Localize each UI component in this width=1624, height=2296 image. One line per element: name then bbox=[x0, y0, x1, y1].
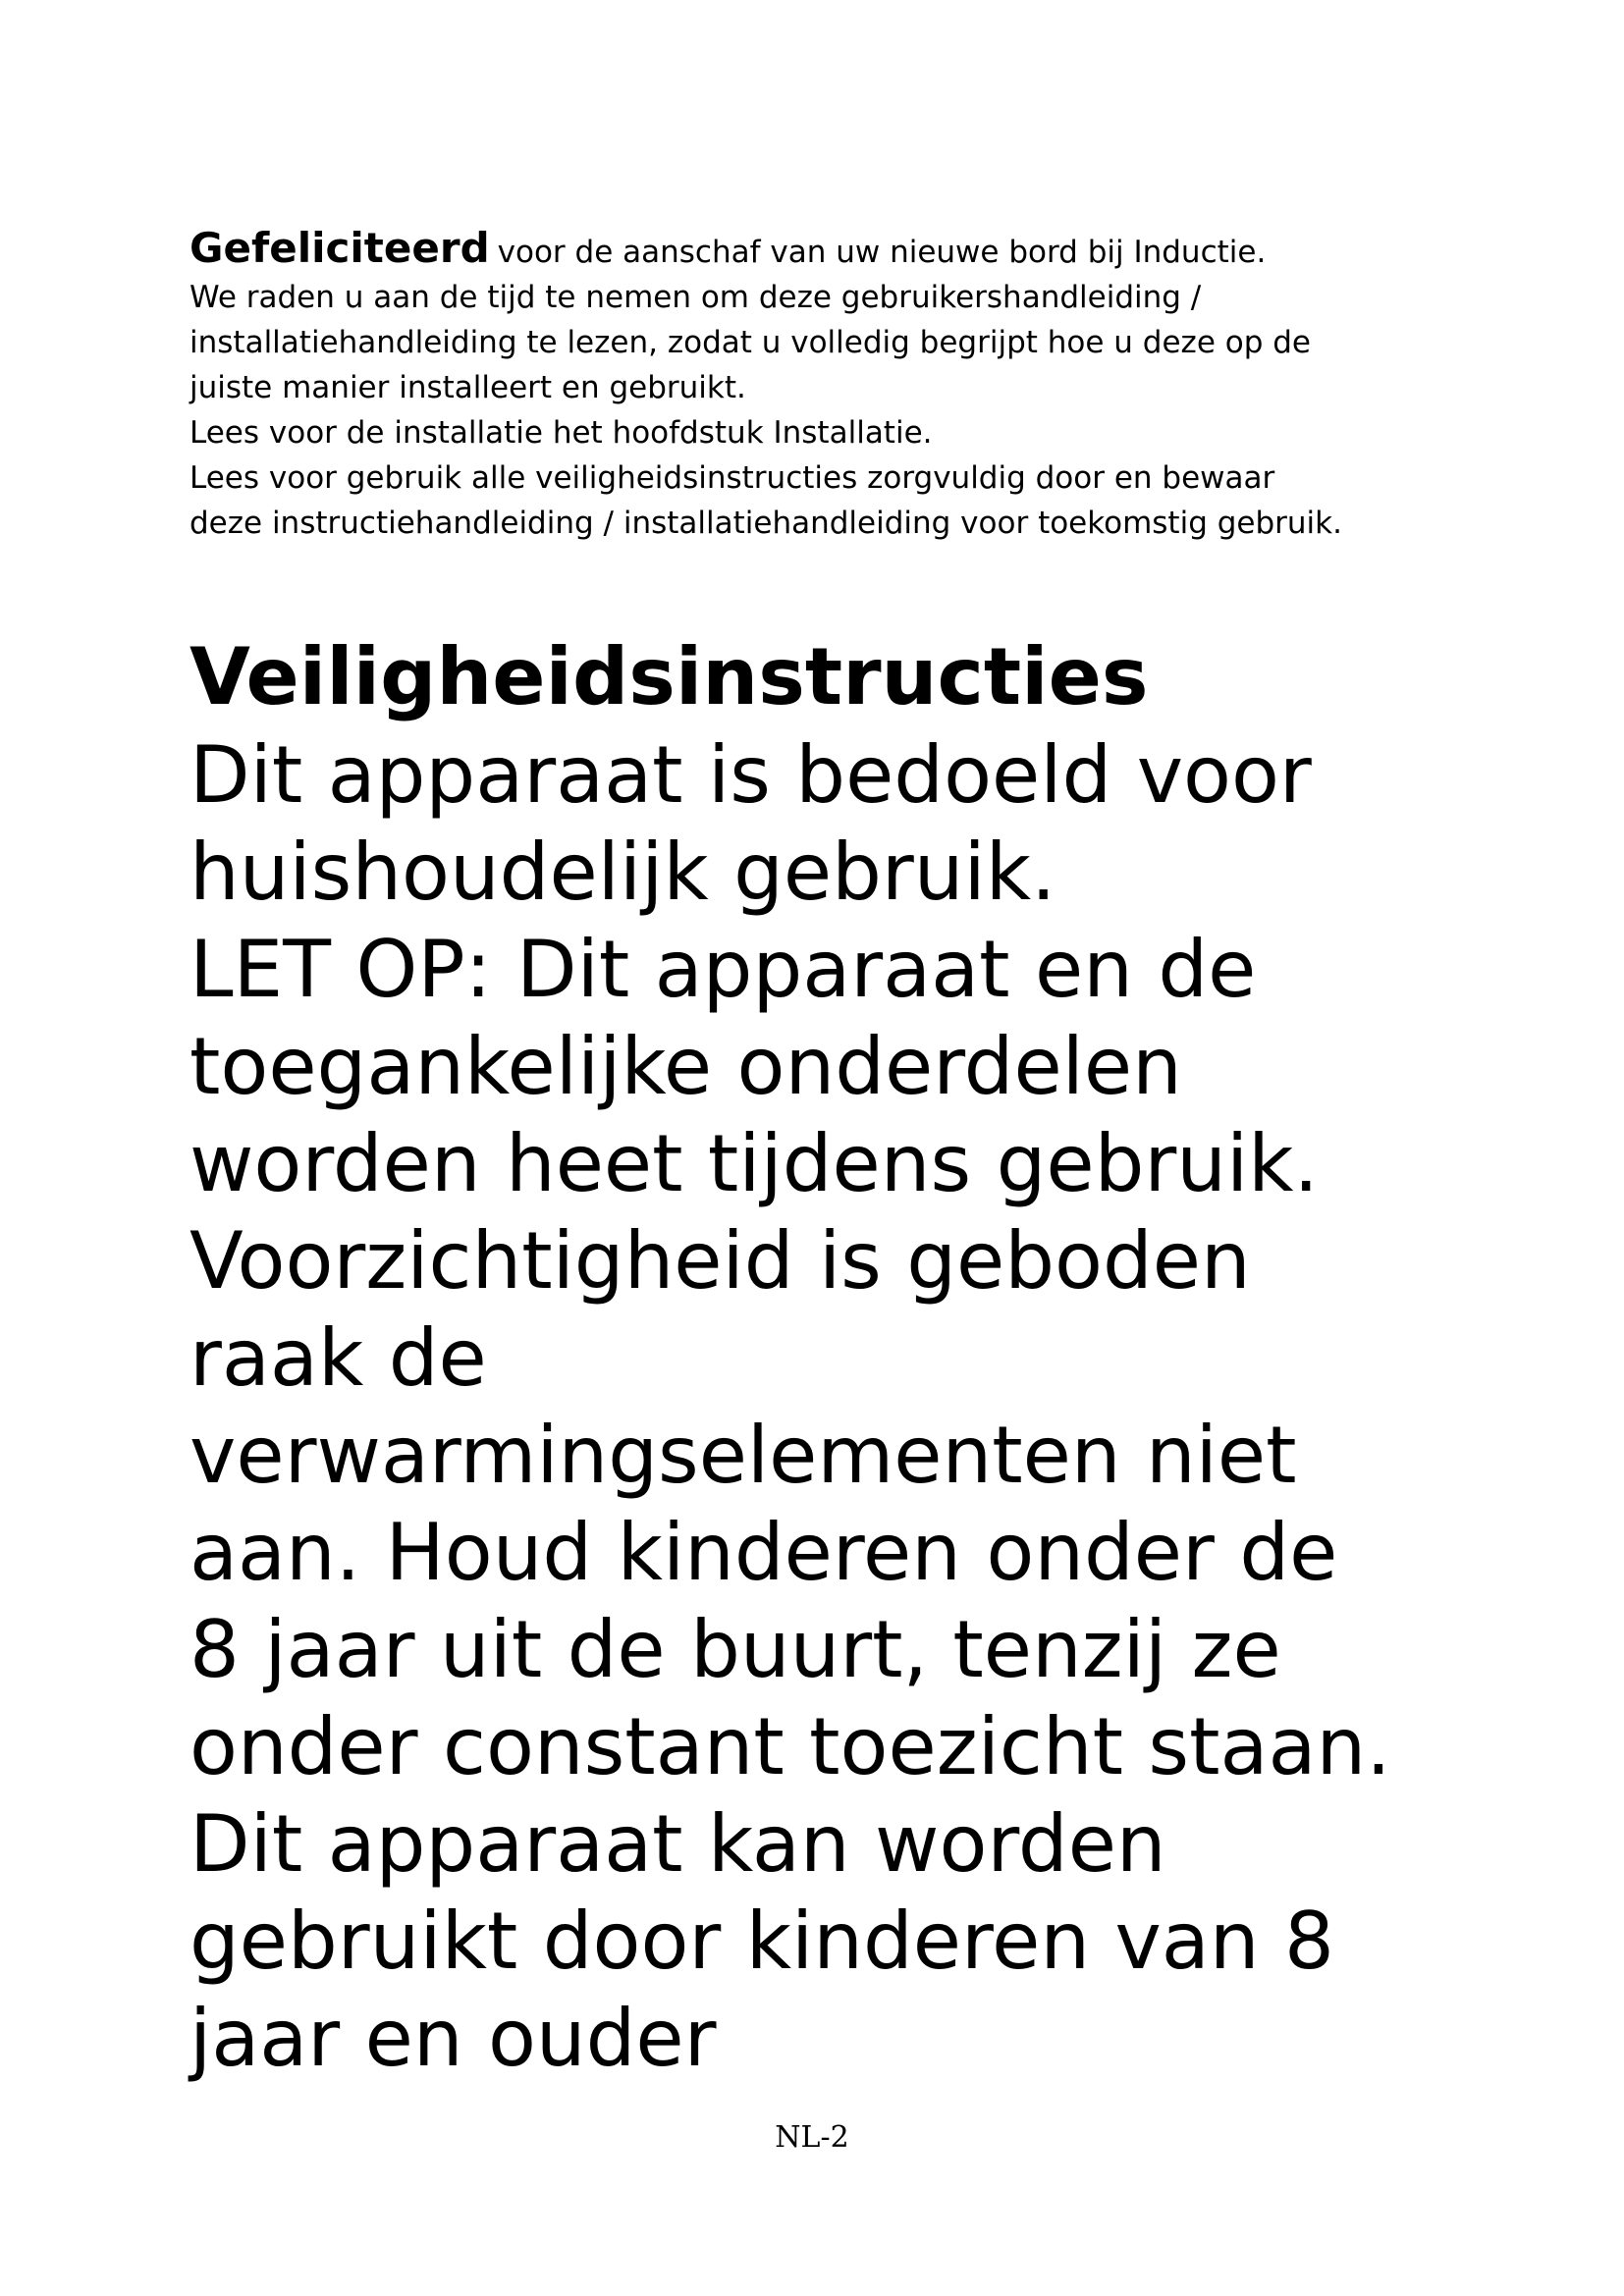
safety-line: huishoudelijk gebruik. bbox=[189, 827, 1056, 918]
intro-section bbox=[189, 226, 1544, 546]
safety-line: Dit apparaat kan worden bbox=[189, 1798, 1166, 1890]
safety-line: Dit apparaat is bedoeld voor bbox=[189, 729, 1312, 821]
intro-line: installatiehandleiding te lezen, zodat u volledig begrijpt hoe u deze op de bbox=[189, 325, 1312, 360]
safety-line: raak de bbox=[189, 1312, 487, 1404]
intro-lead-text: voor de aanschaf van uw nieuwe bord bij Inductie. bbox=[497, 235, 1267, 270]
safety-line: Voorzichtigheid is geboden bbox=[189, 1215, 1251, 1307]
safety-heading: Veiligheidsinstructies bbox=[189, 631, 1149, 722]
safety-section bbox=[189, 628, 1584, 2087]
intro-line: deze instructiehandleiding / installatiehandleiding voor toekomstig gebruik. bbox=[189, 506, 1342, 541]
intro-lead-line bbox=[189, 226, 1544, 275]
safety-line: verwarmingselementen niet bbox=[189, 1410, 1297, 1501]
safety-line: LET OP: Dit apparaat en de bbox=[189, 924, 1257, 1015]
safety-line: gebruikt door kinderen van 8 bbox=[189, 1896, 1334, 1987]
safety-line: toegankelijke onderdelen bbox=[189, 1021, 1182, 1112]
safety-line: aan. Houd kinderen onder de bbox=[189, 1507, 1338, 1598]
safety-line: worden heet tijdens gebruik. bbox=[189, 1118, 1319, 1209]
safety-line: onder constant toezicht staan. bbox=[189, 1701, 1391, 1792]
intro-line: juiste manier installeert en gebruikt. bbox=[189, 370, 746, 405]
page-number: NL-2 bbox=[775, 2120, 849, 2155]
safety-line: jaar en ouder bbox=[189, 1993, 717, 2084]
safety-line: 8 jaar uit de buurt, tenzij ze bbox=[189, 1604, 1281, 1695]
intro-line: Lees voor de installatie het hoofdstuk Installatie. bbox=[189, 415, 933, 451]
congrats-word: Gefeliciteerd bbox=[189, 224, 490, 272]
intro-line: We raden u aan de tijd te nemen om deze gebruikershandleiding / bbox=[189, 280, 1202, 315]
intro-line: Lees voor gebruik alle veiligheidsinstructies zorgvuldig door en bewaar bbox=[189, 460, 1275, 496]
